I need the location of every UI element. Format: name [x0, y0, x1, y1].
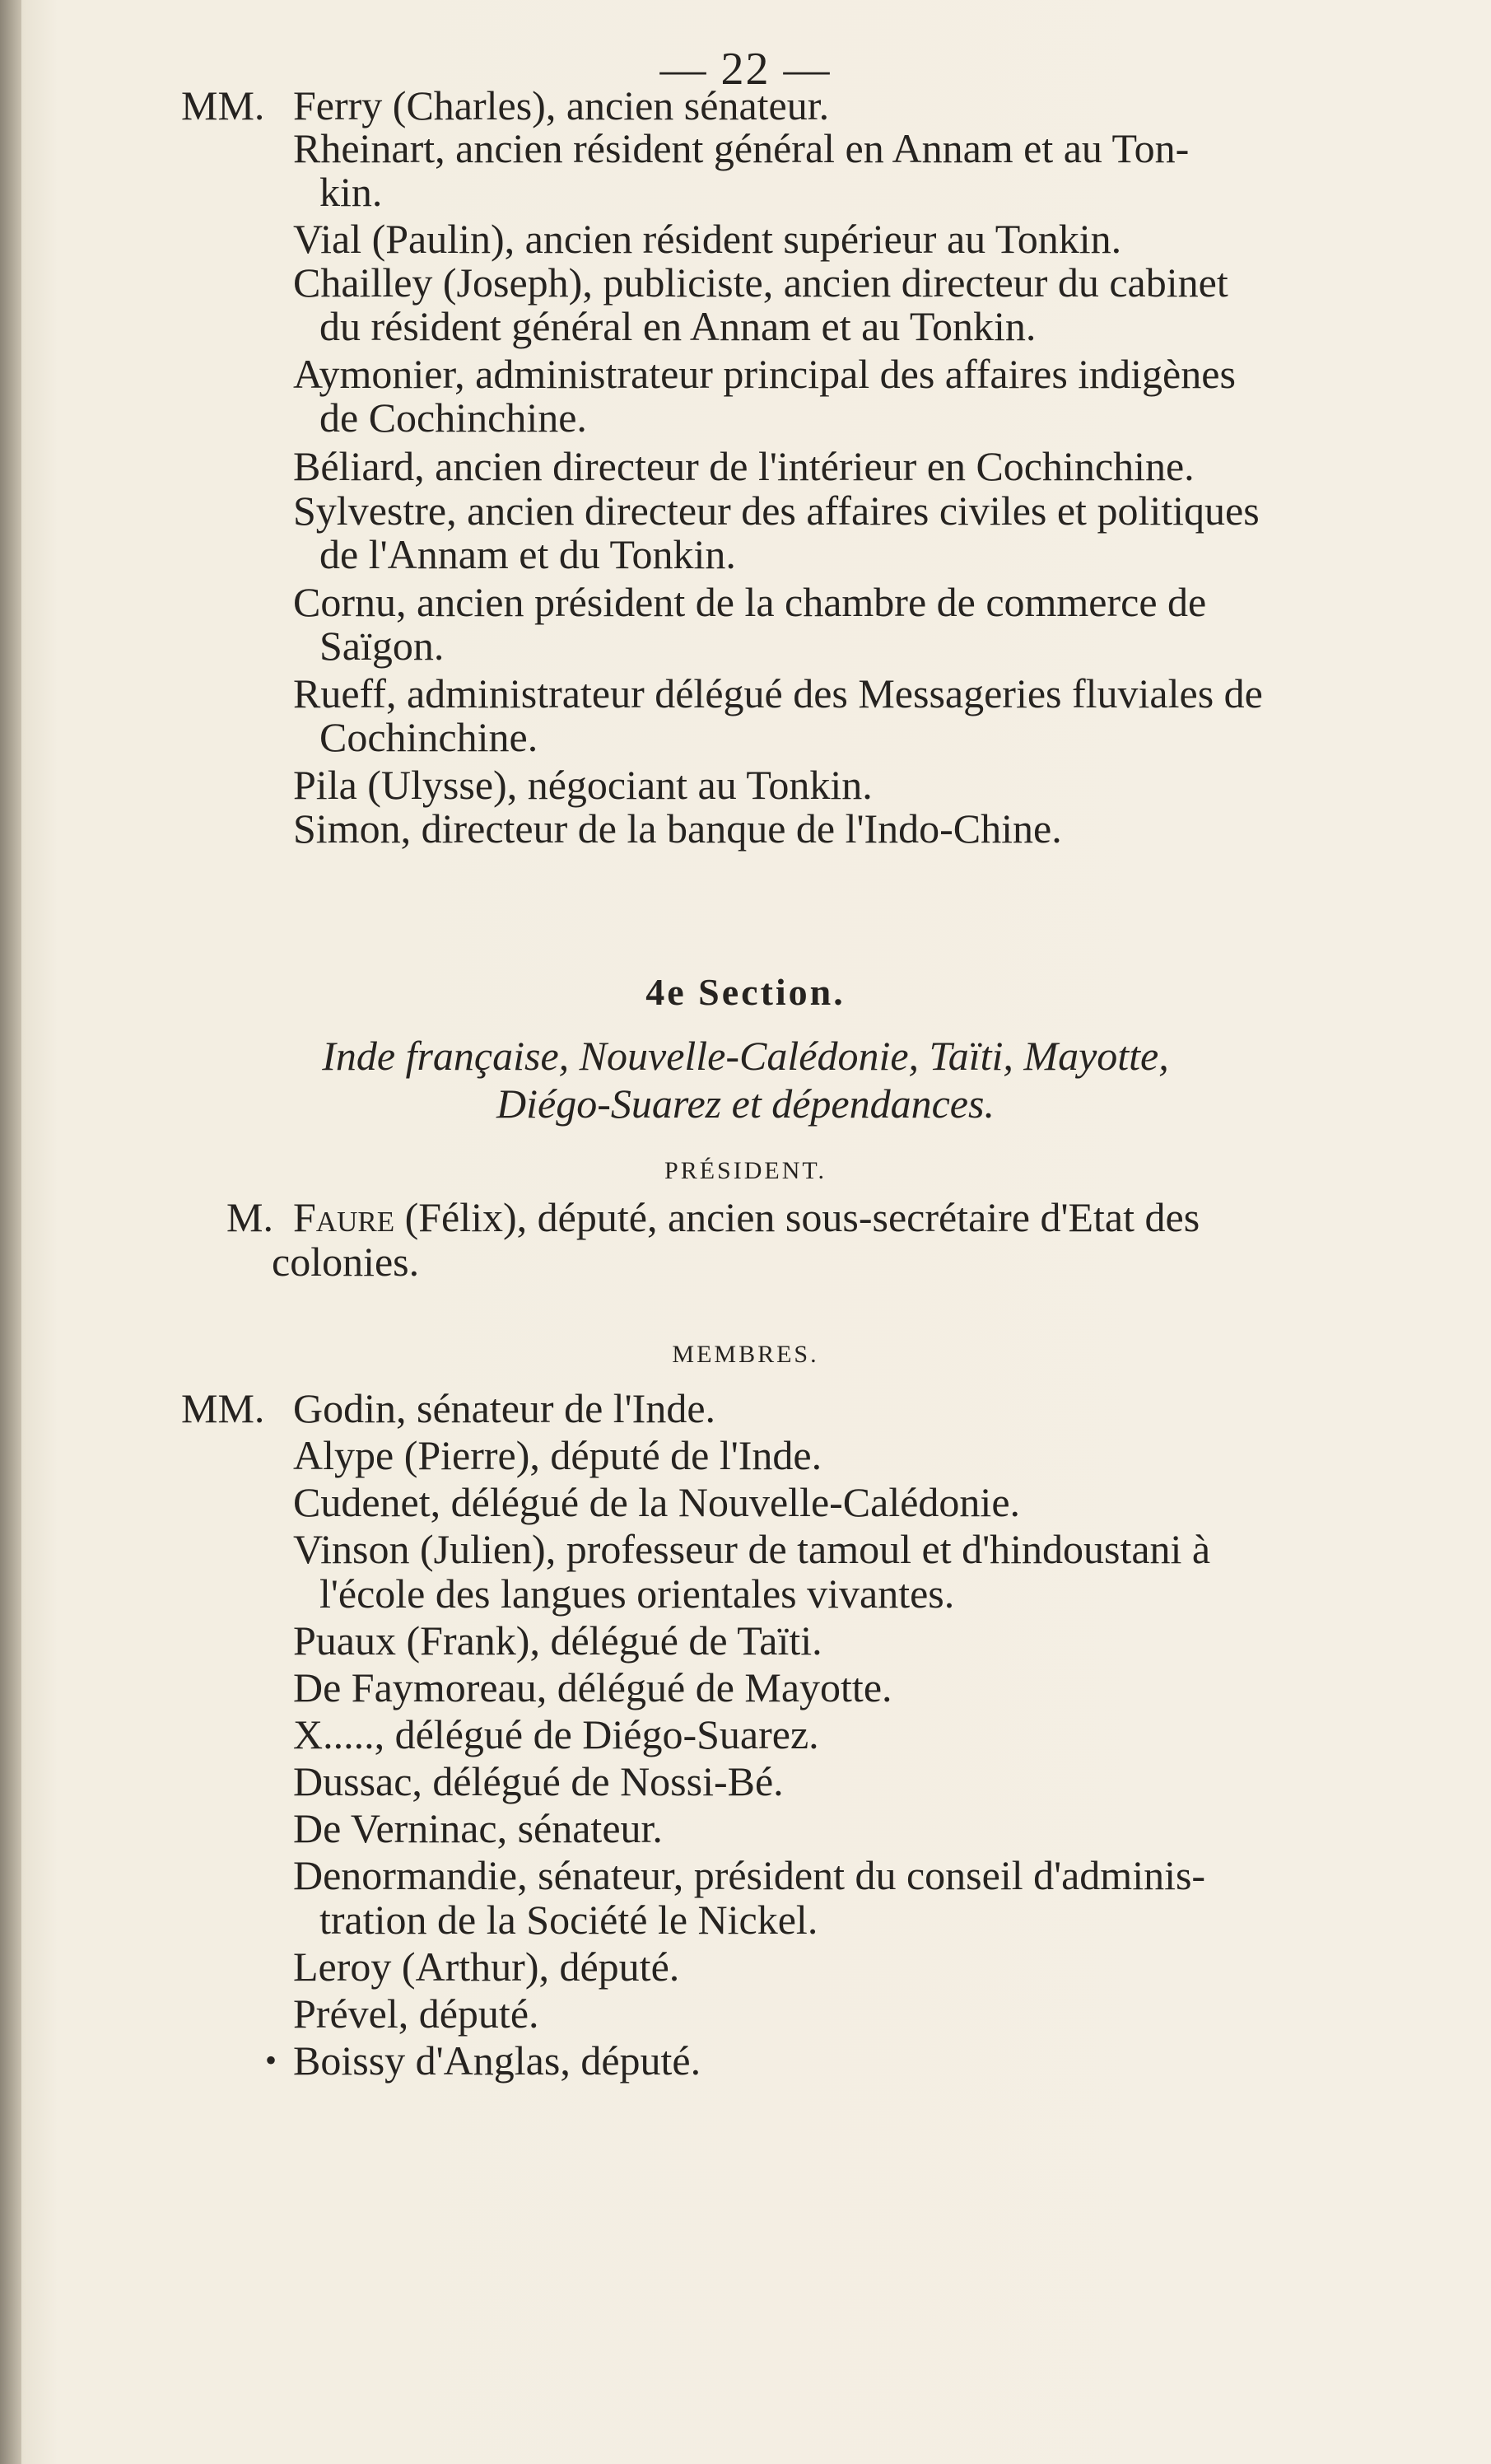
member-item: l'école des langues orientales vivantes. — [319, 1570, 955, 1617]
member-item: Denormandie, sénateur, président du conseil d'adminis- — [293, 1852, 1206, 1898]
list-item: de l'Annam et du Tonkin. — [319, 531, 736, 577]
members-heading: MEMBRES. — [672, 1341, 819, 1368]
list-item: Ferry (Charles), ancien sénateur. — [293, 82, 830, 128]
list-item: Simon, directeur de la banque de l'Indo-Chine. — [293, 805, 1062, 852]
section-title: 4e Section. — [645, 971, 846, 1013]
president-line — [293, 1192, 1200, 1242]
member-item: Godin, sénateur de l'Inde. — [293, 1385, 716, 1431]
member-item: Dussac, délégué de Nossi-Bé. — [293, 1758, 784, 1804]
member-item: Vinson (Julien), professeur de tamoul et d'hindoustani à — [293, 1526, 1211, 1572]
list-item: Rheinart, ancien résident général en Annam et au Ton- — [293, 125, 1190, 171]
list-item: Cornu, ancien président de la chambre de commerce de — [293, 579, 1207, 625]
president-line1-rest: (Félix), député, ancien sous-secrétaire d'Etat des — [404, 1194, 1200, 1240]
members-label: MM. — [181, 1385, 265, 1431]
member-item: Prével, député. — [293, 1990, 539, 2037]
member-item: De Verninac, sénateur. — [293, 1805, 663, 1851]
president-heading: PRÉSIDENT. — [664, 1157, 827, 1184]
list-item: du résident général en Annam et au Tonkin. — [319, 303, 1037, 349]
member-item: Alype (Pierre), député de l'Inde. — [293, 1432, 822, 1478]
list-item: Béliard, ancien directeur de l'intérieur en Cochinchine. — [293, 443, 1195, 489]
list-item: de Cochinchine. — [319, 394, 587, 441]
section-subtitle-line1: Inde française, Nouvelle-Calédonie, Taïti, Mayotte, — [322, 1033, 1169, 1079]
president-name: Faure — [293, 1194, 395, 1240]
page-number: — 22 — — [659, 44, 832, 95]
president-label: M. — [226, 1194, 273, 1240]
list-item: kin. — [319, 169, 383, 215]
list-item: Aymonier, administrateur principal des affaires indigènes — [293, 351, 1236, 397]
member-item: Puaux (Frank), délégué de Taïti. — [293, 1617, 822, 1664]
member-item: X....., délégué de Diégo-Suarez. — [293, 1711, 819, 1757]
book-spine-shadow — [0, 0, 21, 2464]
list-item: Sylvestre, ancien directeur des affaires civiles et politiques — [293, 488, 1260, 534]
margin-dot: • — [265, 2042, 277, 2079]
list-item: Rueff, administrateur délégué des Messageries fluviales de — [293, 670, 1263, 716]
member-item: tration de la Société le Nickel. — [319, 1897, 818, 1943]
member-item: Boissy d'Anglas, député. — [293, 2037, 701, 2084]
president-line2: colonies. — [272, 1239, 420, 1285]
member-item: Leroy (Arthur), député. — [293, 1944, 680, 1990]
list-item: Saïgon. — [319, 623, 445, 669]
list-item: Cochinchine. — [319, 714, 538, 760]
mm-label: MM. — [181, 82, 265, 128]
list-item: Vial (Paulin), ancien résident supérieur au Tonkin. — [293, 216, 1122, 262]
section-subtitle-line2: Diégo-Suarez et dépendances. — [496, 1080, 995, 1127]
member-item: Cudenet, délégué de la Nouvelle-Calédonie. — [293, 1479, 1021, 1525]
member-item: De Faymoreau, délégué de Mayotte. — [293, 1664, 892, 1710]
list-item: Pila (Ulysse), négociant au Tonkin. — [293, 762, 873, 808]
list-item: Chailley (Joseph), publiciste, ancien directeur du cabinet — [293, 259, 1228, 306]
